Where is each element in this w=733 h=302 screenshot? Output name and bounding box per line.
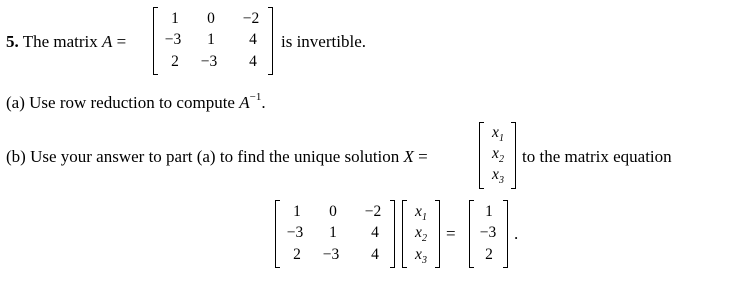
equals-sign: = <box>116 32 127 51</box>
part-b <box>6 147 428 167</box>
equation-matrix-cell: −3 <box>322 246 340 263</box>
equation-matrix <box>275 201 395 267</box>
problem-tail: is invertible. <box>281 32 366 51</box>
part-b-tail: to the matrix equation <box>522 147 672 166</box>
rhs-entry: 1 <box>485 203 493 220</box>
part-b-label: (b) <box>6 147 26 166</box>
matrix-a-cell: −2 <box>242 10 260 27</box>
problem-intro: The matrix <box>22 32 98 51</box>
problem-statement <box>6 32 126 52</box>
equation-rhs <box>469 201 508 267</box>
unknown-entry: $x_3$ <box>415 246 427 266</box>
equation-matrix-cell: 1 <box>329 224 337 241</box>
matrix-a-cell: 1 <box>207 31 215 48</box>
part-a-label: (a) <box>6 93 25 112</box>
matrix-a-cell: 1 <box>171 10 179 27</box>
part-b-text: Use your answer to part (a) to find the unique solution <box>30 147 400 166</box>
equation-matrix-cell: −3 <box>286 224 304 241</box>
vector-x-entry: $x_2$ <box>492 145 504 165</box>
vector-x-entry: $x_3$ <box>492 166 504 186</box>
matrix-a-cell: −3 <box>200 53 218 70</box>
matrix-a-cell: 4 <box>249 53 257 70</box>
equation-equals: = <box>446 224 456 243</box>
equation-matrix-cell: −2 <box>364 203 382 220</box>
equation-unknowns <box>402 201 440 267</box>
rhs-entry: −3 <box>479 224 497 241</box>
matrix-a-cell: −3 <box>164 31 182 48</box>
matrix-a-cell: 4 <box>249 31 257 48</box>
equation-matrix-cell: 0 <box>329 203 337 220</box>
matrix-a-cell: 0 <box>207 10 215 27</box>
matrix-a <box>153 8 273 74</box>
equation-matrix-cell: 4 <box>371 224 379 241</box>
equation-matrix-cell: 4 <box>371 246 379 263</box>
part-b-equals: = <box>418 147 428 166</box>
part-a-period: . <box>261 93 266 112</box>
matrix-a-cell: 2 <box>171 53 179 70</box>
unknown-entry: $x_1$ <box>415 203 427 223</box>
unknown-entry: $x_2$ <box>415 224 427 244</box>
equation-matrix-cell: 1 <box>293 203 301 220</box>
matrix-variable: A <box>102 32 113 51</box>
part-a-exponent: −1 <box>249 91 262 103</box>
equation-period: . <box>514 224 519 243</box>
problem-number: 5. <box>6 32 19 51</box>
vector-x <box>479 123 516 188</box>
part-a-text: Use row reduction to compute <box>29 93 235 112</box>
part-a-variable: A <box>239 93 250 112</box>
part-a <box>6 91 266 113</box>
rhs-entry: 2 <box>485 246 493 263</box>
part-b-variable: X <box>403 147 414 166</box>
equation-matrix-cell: 2 <box>293 246 301 263</box>
vector-x-entry: $x_1$ <box>492 124 504 144</box>
